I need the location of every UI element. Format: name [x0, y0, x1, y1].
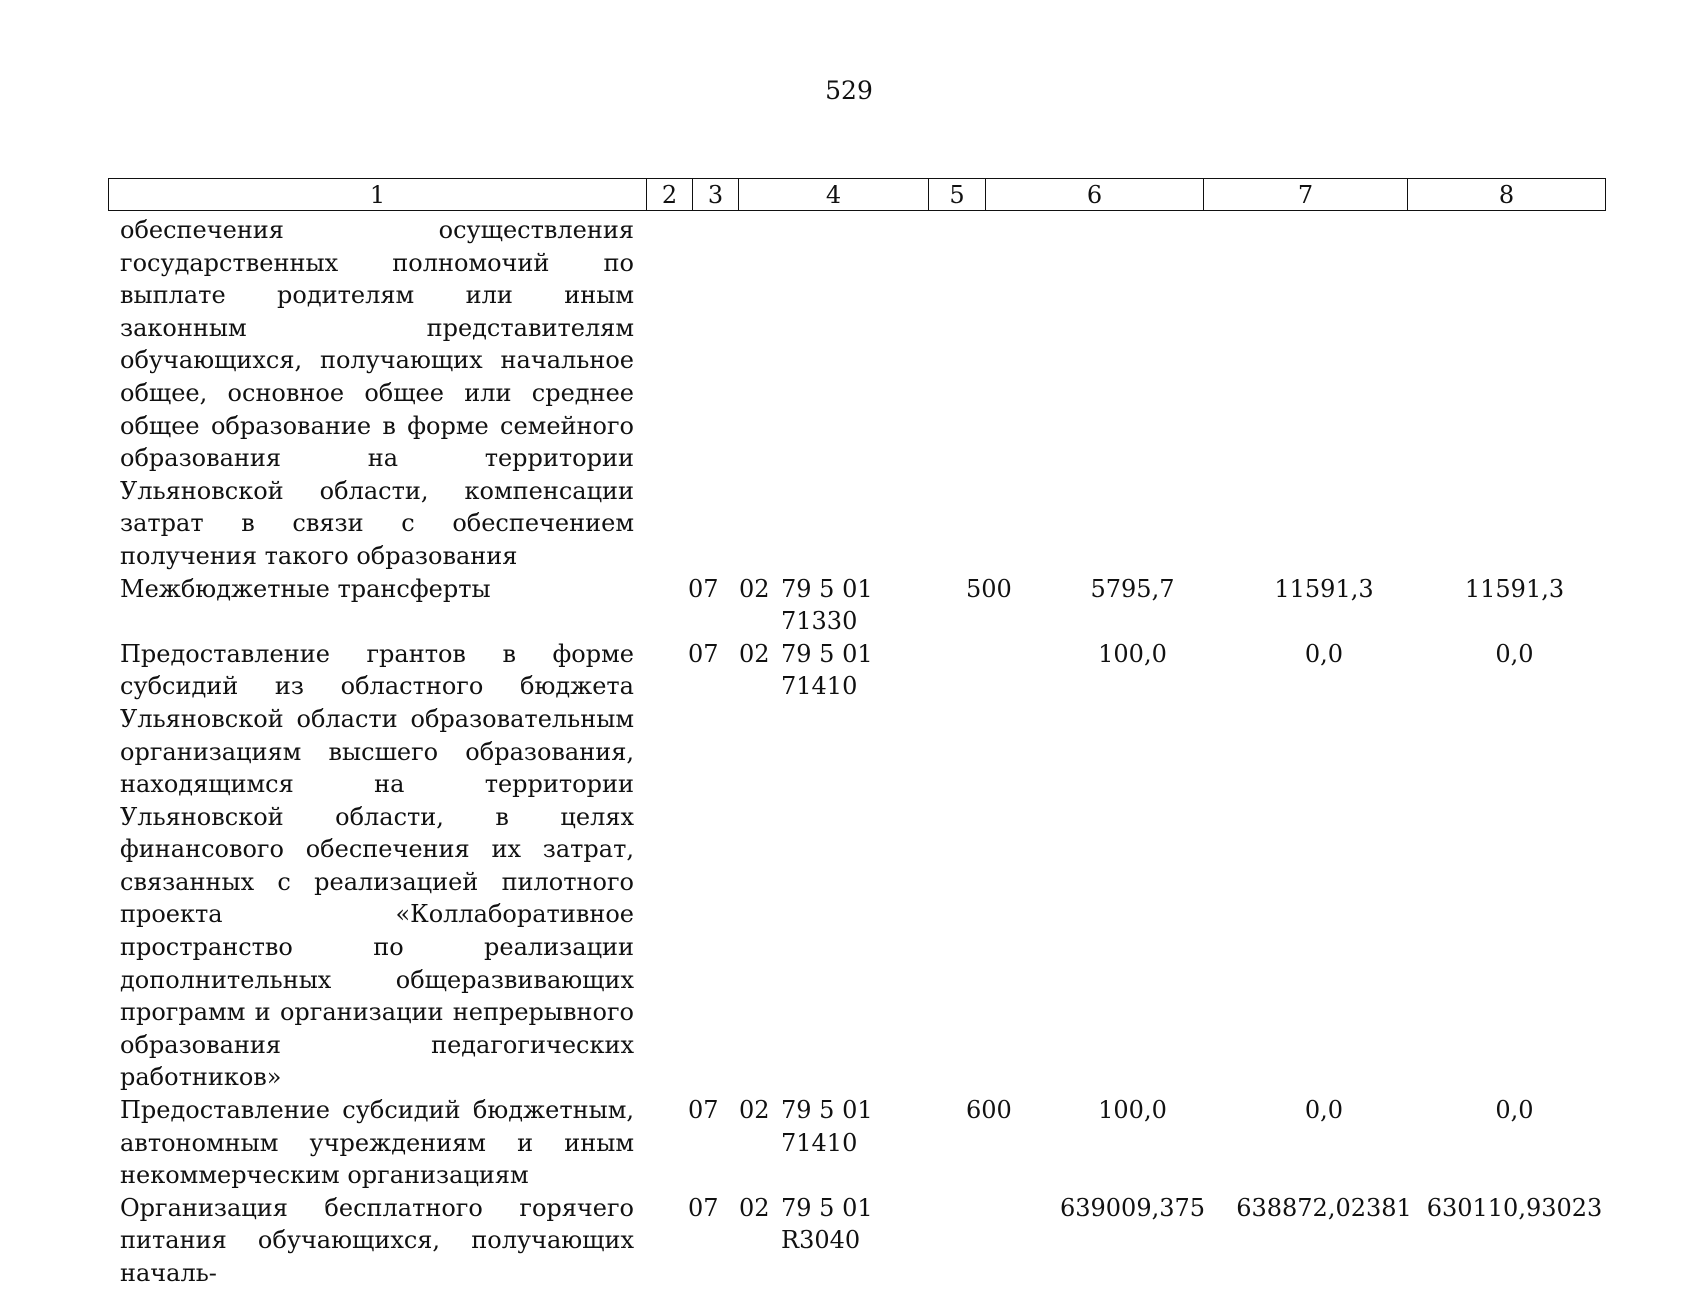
row-col7: 638872,02381	[1236, 1193, 1412, 1222]
column-header-7: 7	[1204, 179, 1408, 211]
row-col5	[956, 1192, 1041, 1290]
row-name: Организация бесплатного горячего питания обучающихся, получающих началь-	[120, 1193, 634, 1287]
column-header-row	[109, 179, 1606, 211]
row-col6: 100,0	[1098, 1096, 1167, 1125]
row-col4	[771, 214, 956, 573]
row-col6: 100,0	[1098, 639, 1167, 668]
row-col3	[731, 214, 771, 573]
row-col8: 0,0	[1495, 639, 1534, 668]
row-col2: 07	[688, 1096, 719, 1125]
row-name: обеспечения осуществления государственных полномочий по выплате родителям или иным законным представителям обучающихся, получающих начальное общее, основное общее или среднее общее образование в форме семейного образования на территории Ульяновской области, компенсации затрат в связи с обеспечением получения такого образования	[120, 216, 634, 570]
row-col2: 07	[688, 574, 719, 603]
row-col4: 79 5 01 71410	[781, 639, 873, 701]
row-col5: 500	[966, 574, 1012, 603]
row-col7: 11591,3	[1274, 574, 1374, 603]
row-col8	[1424, 214, 1605, 573]
row-col7: 0,0	[1304, 1096, 1344, 1125]
column-header-2: 2	[647, 179, 693, 211]
row-col5: 600	[966, 1096, 1012, 1125]
row-col5	[956, 638, 1041, 1094]
row-name: Предоставление субсидий бюджетным, автономным учреждениям и иным некоммерческим организациям	[120, 1096, 634, 1190]
table-row	[108, 214, 1605, 573]
column-header-4: 4	[739, 179, 929, 211]
column-header-3: 3	[693, 179, 739, 211]
table-row	[108, 1192, 1605, 1290]
row-col7: 0,0	[1304, 639, 1344, 668]
row-col3: 02	[739, 1193, 770, 1222]
column-header-1: 1	[109, 179, 647, 211]
row-name: Межбюджетные трансферты	[120, 574, 491, 603]
row-col3: 02	[739, 574, 770, 603]
table-row	[108, 638, 1605, 1094]
column-header-6: 6	[986, 179, 1204, 211]
row-col7	[1224, 214, 1424, 573]
row-col2: 07	[688, 639, 719, 668]
row-col6: 5795,7	[1090, 574, 1175, 603]
row-col8: 11591,3	[1464, 574, 1565, 603]
row-col2: 07	[688, 1193, 719, 1222]
row-col8: 0,0	[1495, 1096, 1534, 1125]
row-col6: 639009,375	[1059, 1193, 1206, 1222]
row-col5	[956, 214, 1041, 573]
budget-table	[108, 214, 1605, 1290]
page-number: 529	[825, 76, 873, 105]
row-col3: 02	[739, 639, 770, 668]
row-col4: 79 5 01 R3040	[781, 1193, 873, 1255]
row-col2	[646, 214, 731, 573]
row-col8: 630110,93023	[1426, 1193, 1603, 1222]
row-col3: 02	[739, 1096, 770, 1125]
column-header-8: 8	[1408, 179, 1606, 211]
table-row	[108, 1094, 1605, 1192]
row-col4: 79 5 01 71330	[781, 574, 873, 636]
row-col6	[1041, 214, 1224, 573]
table-row	[108, 573, 1605, 638]
row-col4: 79 5 01 71410	[781, 1096, 873, 1157]
column-header-table	[108, 178, 1606, 211]
column-header-5: 5	[929, 179, 986, 211]
row-name: Предоставление грантов в форме субсидий из областного бюджета Ульяновской области образовательным организациям высшего образования, находящимся на территории Ульяновской области, в целях финансового обеспечения их затрат, связанных с реализацией пилотного проекта «Коллаборативное пространство по реализации дополнительных общеразвивающих программ и организации непрерывного образования педагогических работников»	[120, 639, 634, 1092]
